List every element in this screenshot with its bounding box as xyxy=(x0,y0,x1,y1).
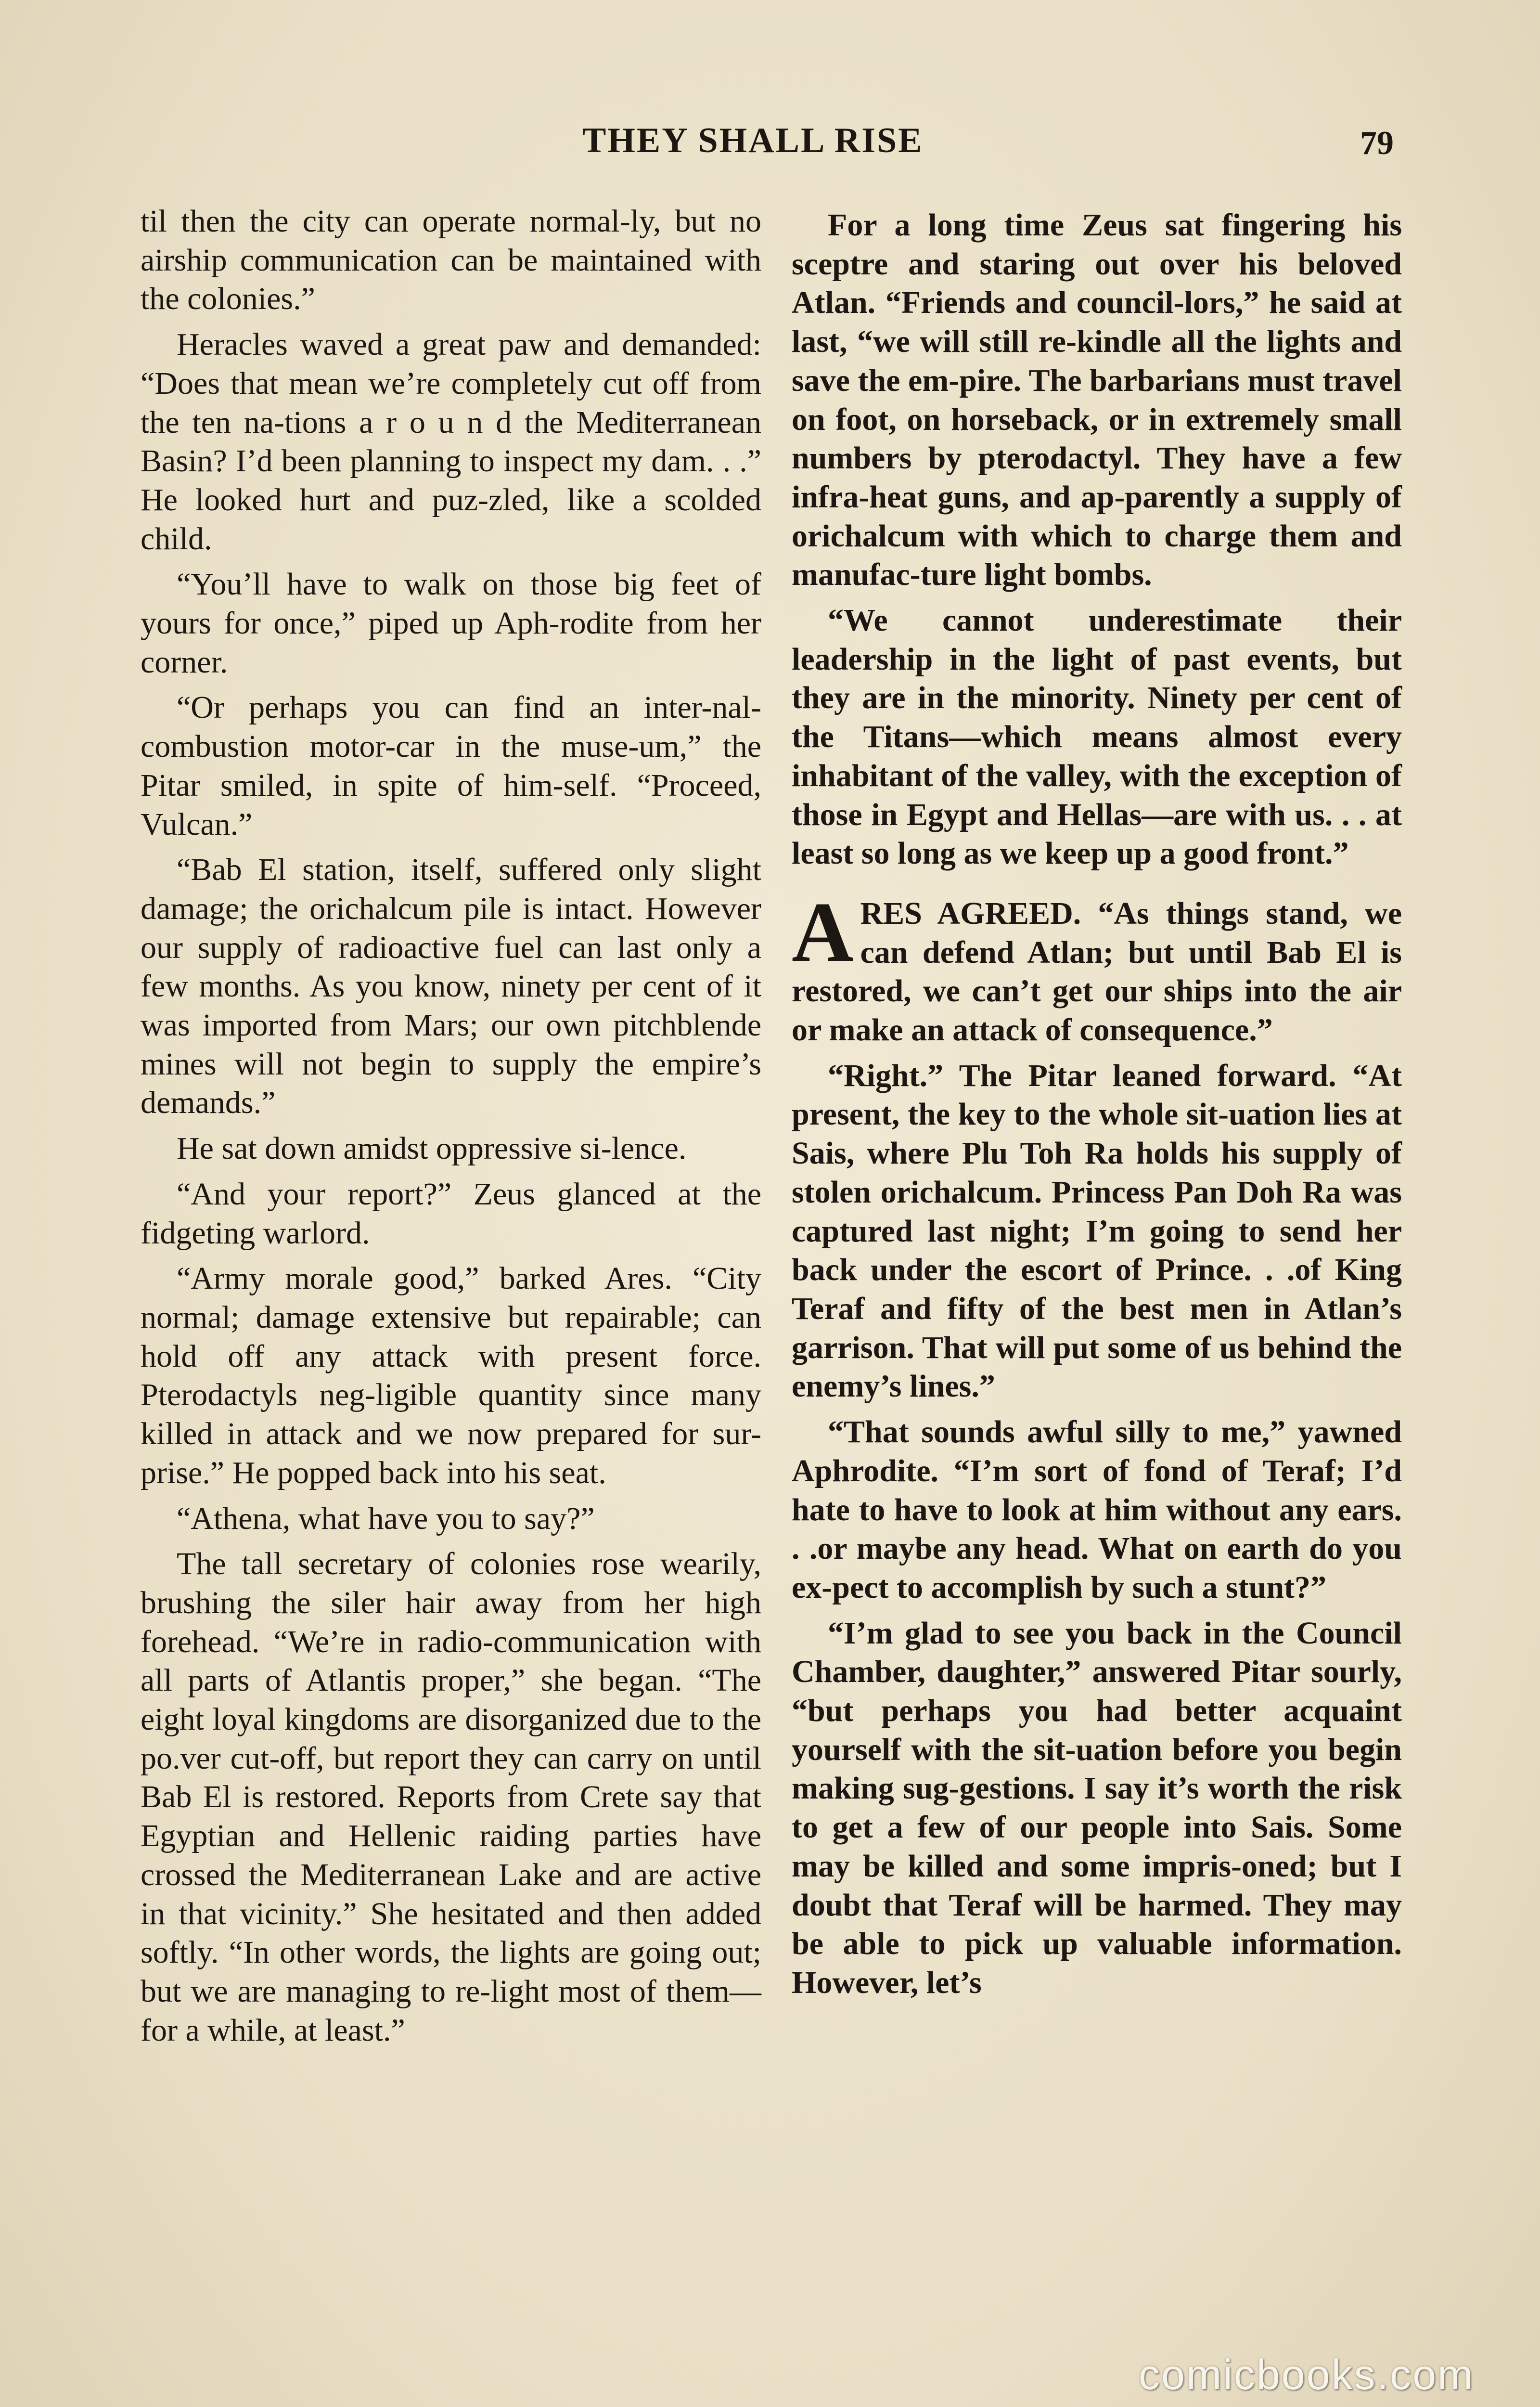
paragraph: til then the city can operate normal-ly, but no airship communication can be maintained with the colonies.” xyxy=(141,204,761,317)
paragraph: For a long time Zeus sat fingering his sceptre and staring out over his beloved Atlan. “Friends and council-lors,” he said at last, “we will still re-kindle all the lights and save the em-pire. The barbarians must travel on foot, on horseback, or in extremely small numbers by pterodactyl. They have a few infra-heat guns, and ap-parently a supply of orichalcum with which to charge them and manufac-ture light bombs. xyxy=(792,207,1402,593)
running-header: THEY SHALL RISE xyxy=(582,121,924,160)
paragraph: Heracles waved a great paw and demanded: “Does that mean we’re completely cut off from the ten na-tions a r o u n d the Mediterranean Basin? I’d been planning to inspect my dam. . .” He looked hurt and puz-zled, like a scolded child. xyxy=(141,327,761,556)
paragraph: “I’m glad to see you back in the Council Chamber, daughter,” answered Pitar sourly, “but perhaps you had better acquaint yourself with the sit-uation before you begin making sug-gestions. I say it’s worth the risk to get a few of our people into Sais. Some may be killed and some impris-oned; but I doubt that Teraf will be harmed. They may be able to pick up valuable information. However, let’s xyxy=(792,1615,1402,2000)
left-column xyxy=(141,202,761,2057)
paragraph: “Army morale good,” barked Ares. “City normal; damage extensive but repairable; can hold off any attack with present force. Pterodactyls neg-ligible quantity since many killed in attack and we now prepared for sur-prise.” He popped back into his seat. xyxy=(141,1261,761,1490)
paragraph: The tall secretary of colonies rose wearily, brushing the siler hair away from her high forehead. “We’re in radio-communication with all parts of Atlantis proper,” she began. “The eight loyal kingdoms are disorganized due to the po.ver cut-off, but report they can carry on until Bab El is restored. Reports from Crete say that Egyptian and Hellenic raiding parties have crossed the Mediterranean Lake and are active in that vicinity.” She hesitated and then added softly. “In other words, the lights are going out; but we are managing to re-light most of them—for a while, at least.” xyxy=(141,1546,761,2048)
paragraph: He sat down amidst oppressive si-lence. xyxy=(177,1131,687,1166)
page-number: 79 xyxy=(1360,125,1394,162)
paragraph: “Bab El station, itself, suffered only slight damage; the orichalcum pile is intact. However our supply of radioactive fuel can last only a few months. As you know, ninety per cent of it was imported from Mars; our own pitchblende mines will not begin to supply the empire’s demands.” xyxy=(141,852,761,1121)
site-watermark: comicbooks.com xyxy=(1139,2351,1475,2398)
section-lead-paragraph xyxy=(792,884,1402,1050)
drop-cap: A xyxy=(792,884,854,980)
paragraph: “Athena, what have you to say?” xyxy=(177,1501,595,1536)
paragraph: “You’ll have to walk on those big feet of yours for once,” piped up Aph-rodite from her corner. xyxy=(141,567,761,680)
paragraph: “And your report?” Zeus glanced at the fidgeting warlord. xyxy=(141,1176,761,1251)
right-column xyxy=(792,206,1402,2009)
paragraph: “That sounds awful silly to me,” yawned Aphrodite. “I’m sort of fond of Teraf; I’d hate to have to look at him without any ears. . .or maybe any head. What on earth do you ex-pect to accomplish by such a stunt?” xyxy=(792,1414,1402,1605)
paragraph: “We cannot underestimate their leadership in the light of past events, but they are in the minority. Ninety per cent of the Titans—which means almost every inhabitant of the valley, with the exception of those in Egypt and Hellas—are with us. . . at least so long as we keep up a good front.” xyxy=(792,603,1402,871)
drop-cap-text: RES AGREED. “As things stand, we can defend Atlan; but until Bab El is restored, we can’t get our ships into the air or make an attack of consequence.” xyxy=(792,895,1402,1048)
paragraph: “Or perhaps you can find an inter-nal-combustion motor-car in the muse-um,” the Pitar smiled, in spite of him-self. “Proceed, Vulcan.” xyxy=(141,690,761,842)
paragraph: “Right.” The Pitar leaned forward. “At present, the key to the whole sit-uation lies at Sais, where Plu Toh Ra holds his supply of stolen orichalcum. Princess Pan Doh Ra was captured last night; I’m going to send her back under the escort of Prince. . .of King Teraf and fifty of the best men in Atlan’s garrison. That will put some of us behind the enemy’s lines.” xyxy=(792,1058,1402,1404)
